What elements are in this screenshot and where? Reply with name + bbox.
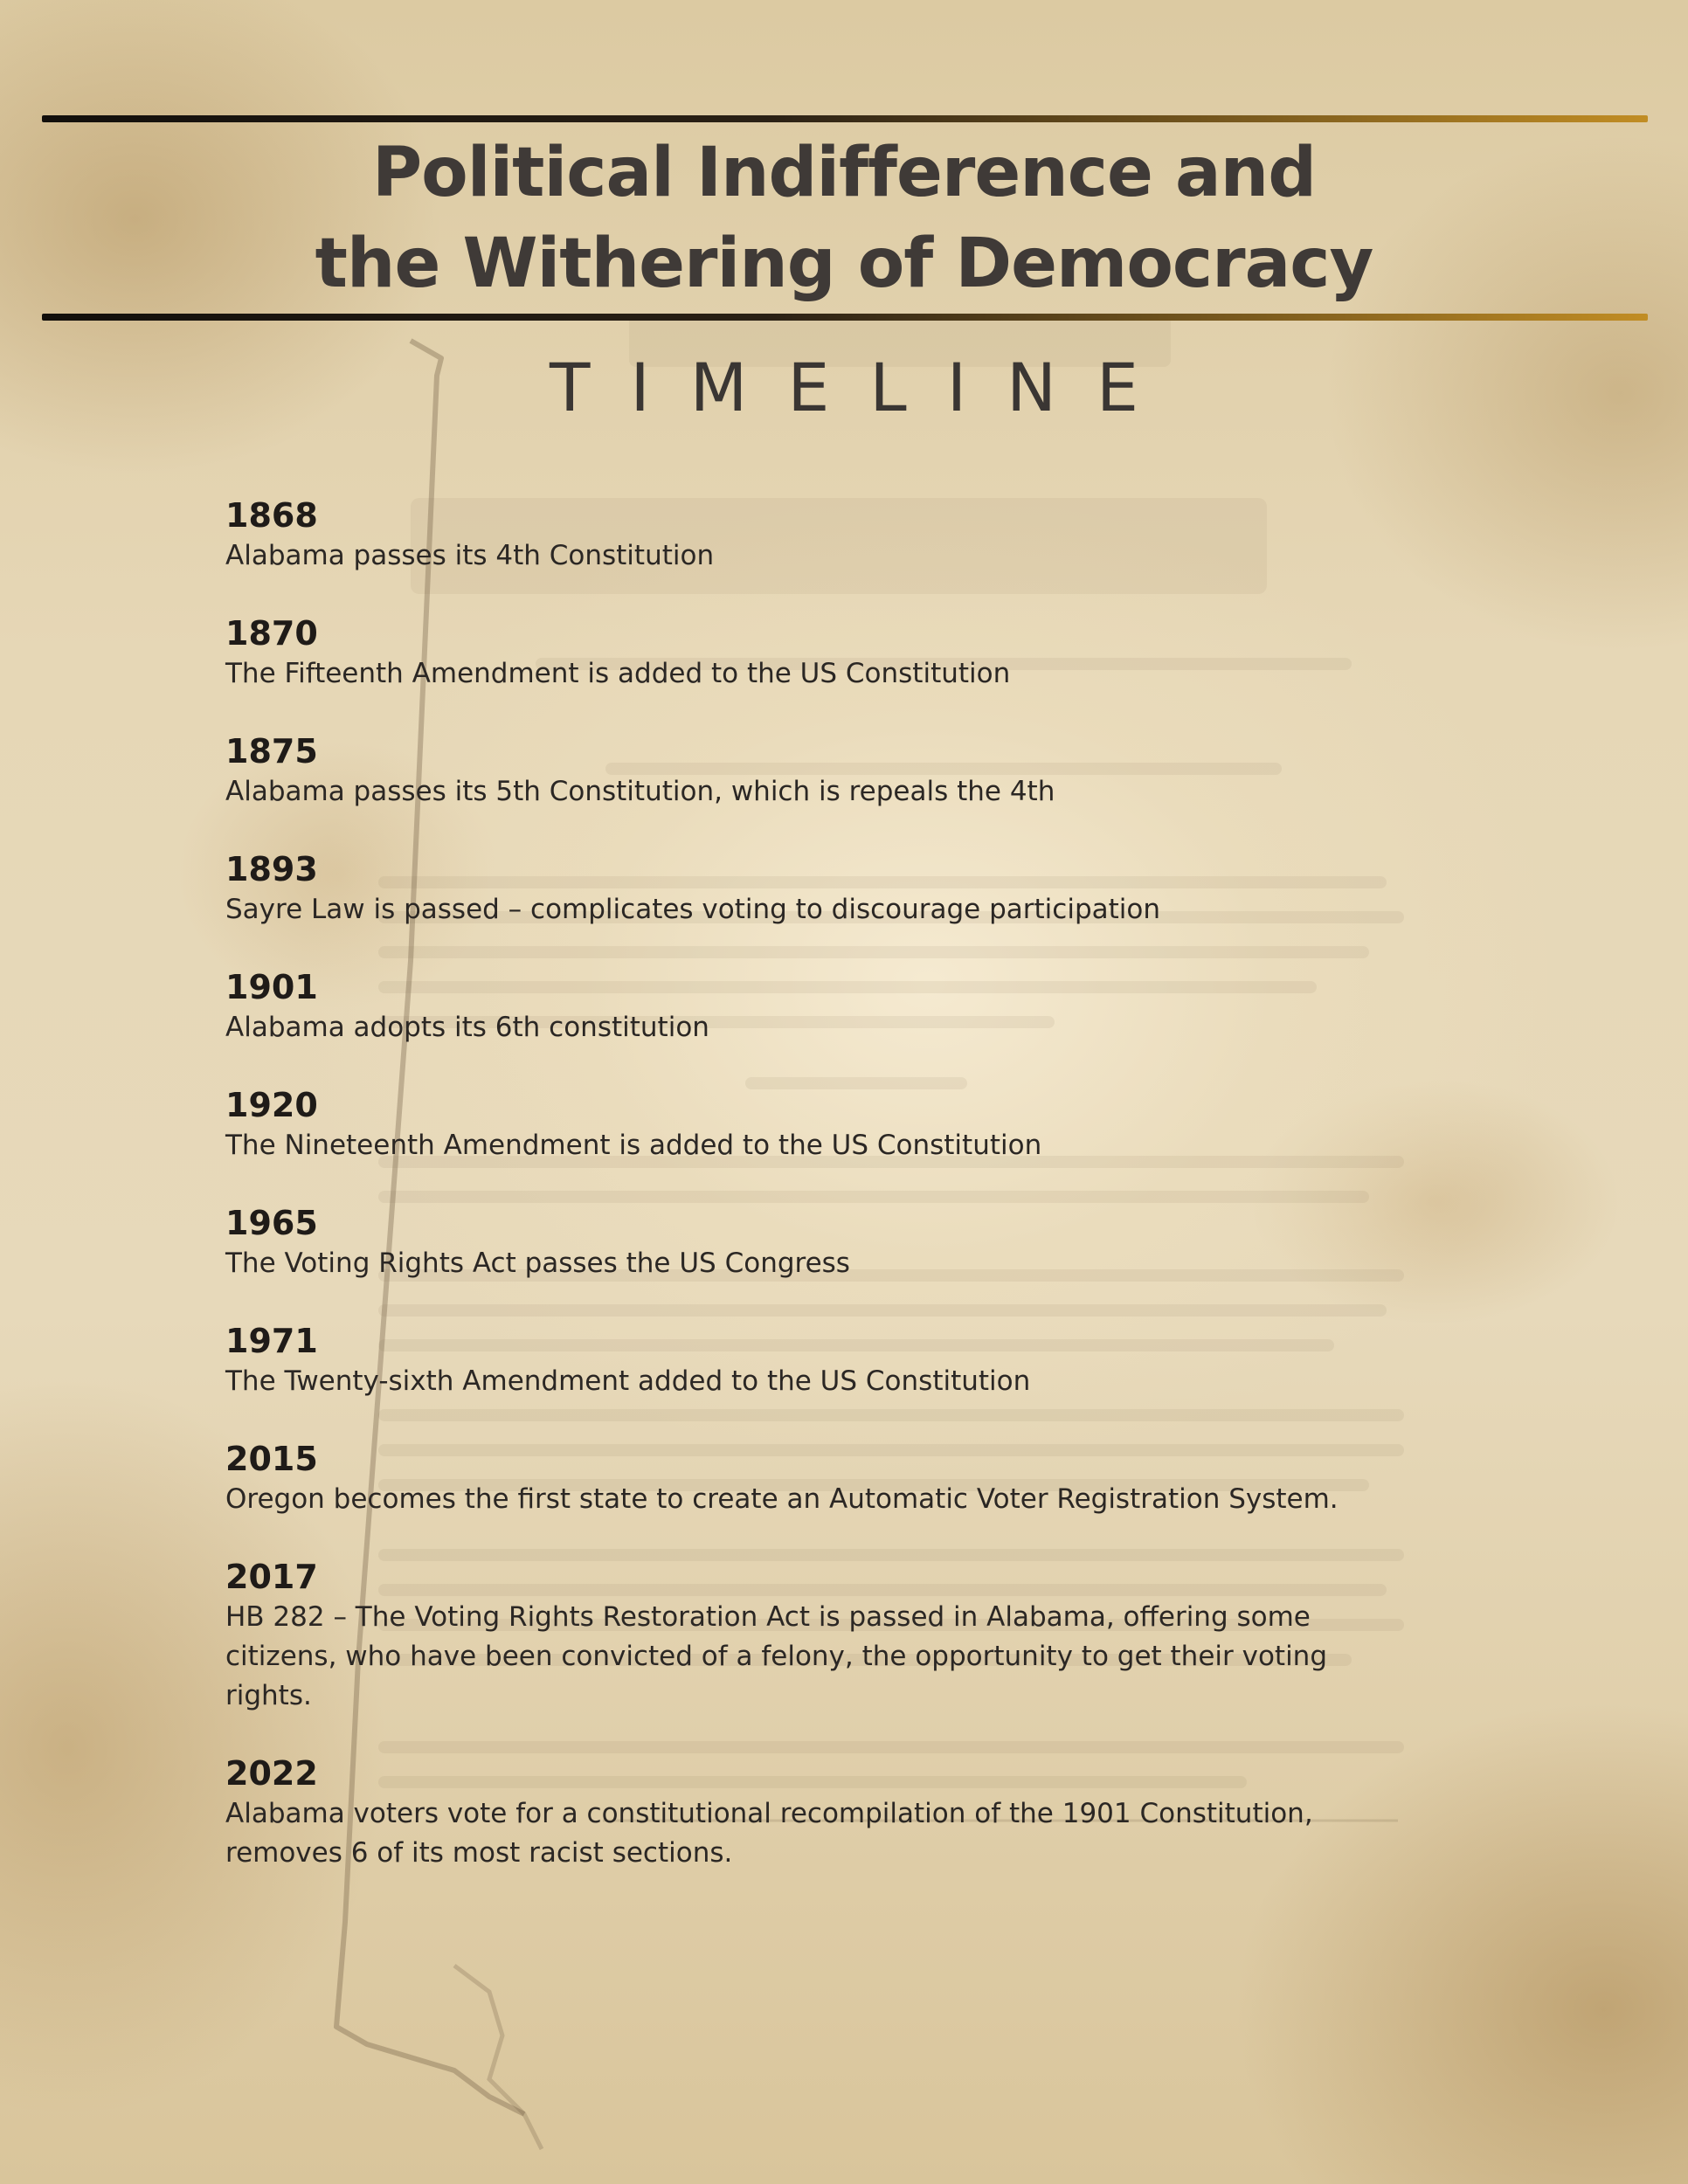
- event-year: 1971: [225, 1322, 318, 1360]
- timeline-event: [225, 494, 1449, 576]
- event-year: 1901: [225, 968, 318, 1006]
- timeline-event: [225, 1084, 1449, 1165]
- event-description: The Voting Rights Act passes the US Congress: [225, 1248, 850, 1279]
- section-heading-timeline: TIMELINE: [549, 349, 1180, 426]
- event-year: 1920: [225, 1086, 318, 1124]
- event-description: The Fifteenth Amendment is added to the US Constitution: [225, 658, 1011, 689]
- timeline-event: [225, 1752, 1449, 1873]
- timeline-event: [225, 1556, 1449, 1716]
- header-rule-bottom: [42, 314, 1648, 321]
- event-description: Alabama passes its 4th Constitution: [225, 540, 715, 571]
- event-year: 1893: [225, 850, 318, 888]
- event-description: Oregon becomes the first state to create an Automatic Voter Registration System.: [225, 1483, 1339, 1515]
- event-description: Alabama passes its 5th Constitution, which is repeals the 4th: [225, 776, 1055, 807]
- event-description: HB 282 – The Voting Rights Restoration Act is passed in Alabama, offering some citizens, who have been convicted of a felony, the opportunity to get their voting rights.: [225, 1601, 1328, 1711]
- header-rule-top: [42, 115, 1648, 122]
- event-description: The Nineteenth Amendment is added to the US Constitution: [225, 1130, 1042, 1161]
- event-year: 2017: [225, 1558, 318, 1596]
- event-year: 1870: [225, 614, 318, 653]
- event-year: 1868: [225, 496, 318, 535]
- event-description: Alabama voters vote for a constitutional recompilation of the 1901 Constitution, removes 6 of its most racist sections.: [225, 1798, 1313, 1869]
- timeline-event: [225, 1438, 1449, 1519]
- event-description: The Twenty-sixth Amendment added to the US Constitution: [225, 1365, 1031, 1397]
- timeline-event: [225, 1202, 1449, 1283]
- timeline-event: [225, 966, 1449, 1047]
- event-year: 1965: [225, 1204, 318, 1242]
- timeline-list: [225, 494, 1449, 1910]
- timeline-event: [225, 1320, 1449, 1401]
- timeline-event: [225, 612, 1449, 694]
- timeline-event: [225, 848, 1449, 930]
- timeline-event: [225, 730, 1449, 812]
- event-year: 1875: [225, 732, 318, 771]
- event-year: 2015: [225, 1440, 318, 1478]
- page-title: [0, 128, 1688, 309]
- event-description: Alabama adopts its 6th constitution: [225, 1012, 709, 1043]
- page-title-line-1: Political Indifference and: [371, 134, 1317, 212]
- event-year: 2022: [225, 1754, 318, 1793]
- event-description: Sayre Law is passed – complicates voting to discourage participation: [225, 894, 1160, 925]
- page-title-line-2: the Withering of Democracy: [315, 225, 1373, 303]
